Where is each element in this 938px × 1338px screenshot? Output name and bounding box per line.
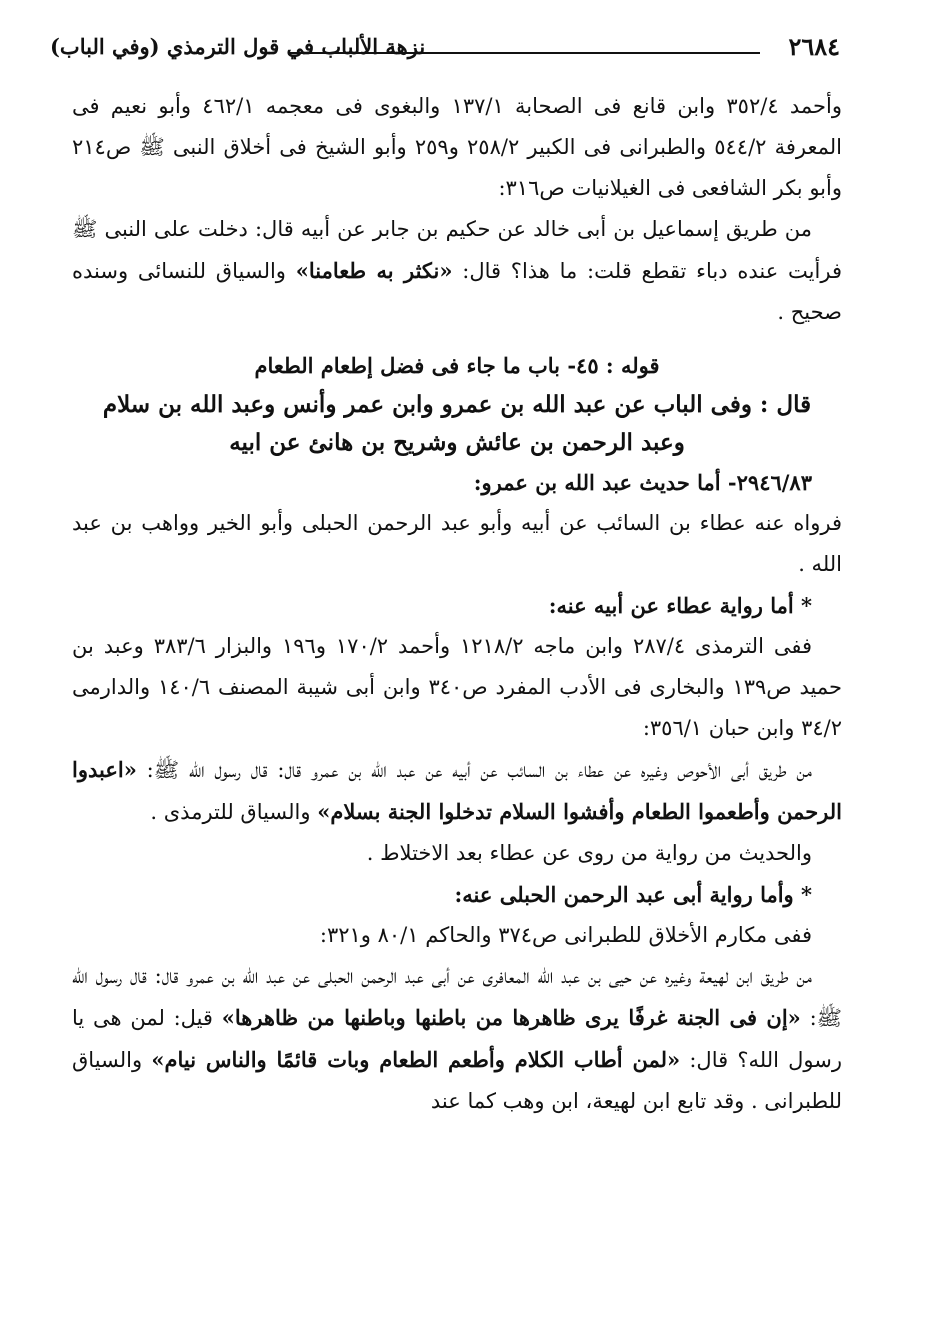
paragraph-sources-3: ففى مكارم الأخلاق للطبرانى ص٣٧٤ والحاكم ٨٠/١ و٣٢١: bbox=[319, 923, 812, 947]
subsection-text: أما رواية عطاء عن أبيه عنه: bbox=[548, 593, 794, 618]
text-segment: والسياق للنسائى وسنده صحيح . bbox=[72, 259, 842, 324]
subsection-heading-ata bbox=[72, 585, 842, 626]
asterisk-marker: * bbox=[793, 882, 812, 907]
paragraph-note: والحديث من رواية من روى عن عطاء بعد الاختلاط . bbox=[366, 841, 812, 865]
section-heading-hadith: ٢٩٤٦/٨٣- أما حديث عبد الله بن عمرو: bbox=[473, 470, 812, 495]
spacer bbox=[72, 333, 842, 345]
text-segment: من طريق ابن لهيعة وغيره عن حيى بن عبد الله المعافرى عن أبى عبد الرحمن الحبلى عن عبد الله بن عمرو قال: قال رسول الله ﷺ: bbox=[72, 964, 843, 1030]
chapter-heading: قوله : ٤٥- باب ما جاء فى فضل إطعام الطعام bbox=[254, 353, 660, 378]
text-segment: والسياق للترمذى . bbox=[150, 800, 318, 824]
asterisk-marker: * bbox=[793, 593, 812, 618]
chapter-subheading-line-1: قال : وفى الباب عن عبد الله بن عمرو وابن عمر وأنس وعبد الله بن سلام bbox=[102, 391, 812, 418]
hadith-quote: «اعبدوا الرحمن وأطعموا الطعام وأفشوا السلام تدخلوا الجنة بسلام» bbox=[72, 757, 842, 824]
subsection-text: وأما رواية أبى عبد الرحمن الحبلى عنه: bbox=[454, 882, 794, 907]
paragraph-hadith-ghuraf bbox=[72, 956, 842, 1122]
page-number: ٢٦٨٤ bbox=[788, 32, 840, 61]
chapter-subheading-line-2: وعبد الرحمن بن عائش وشريح بن هانئ عن ابيه bbox=[229, 429, 685, 456]
page-header bbox=[50, 30, 840, 70]
hadith-quote: «إن فى الجنة غرفًا يرى ظاهرها من باطنها وباطنها من ظاهرها» bbox=[221, 1005, 801, 1030]
paragraph-sources-1: وأحمد ٣٥٢/٤ وابن قانع فى الصحابة ١٣٧/١ والبغوى فى معجمه ٤٦٢/١ وأبو نعيم فى المعرفة ٥٤٤/٢ والطبرانى فى الكبير ٢٥٨/٢ و٢٥٩ وأبو الشيخ فى أخلاق النبى ﷺ ص٢١٤ وأبو بكر الشافعى فى الغيلانيات ص٣١٦: bbox=[72, 94, 842, 200]
hadith-quote: «لمن أطاب الكلام وأطعم الطعام وبات قائمًا والناس نيام» bbox=[151, 1047, 681, 1072]
text-segment: من طريق أبى الأحوص وغيره عن عطاء بن السائب عن أبيه عن عبد الله بن عمرو قال: قال رسول الله ﷺ: bbox=[136, 758, 812, 782]
hadith-quote: «نكثر به طعامنا» bbox=[295, 258, 453, 283]
text-segment: من طريق إسماعيل بن أبى خالد عن حكيم بن جابر عن أبيه قال: دخلت على النبى ﷺ فرأيت عنده دباء تقطع قلت: ما هذا؟ قال: bbox=[72, 217, 842, 283]
paragraph-hadith-salam bbox=[72, 749, 842, 833]
paragraph-hadith-dubba bbox=[72, 209, 842, 333]
paragraph-narrators: فرواه عنه عطاء بن السائب عن أبيه وأبو عبد الرحمن الحبلى وأبو الخير وواهب بن عبد الله . bbox=[72, 511, 842, 576]
subsection-heading-hubuli bbox=[72, 874, 842, 915]
running-title: نزهة الألباب في قول الترمذي (وفي الباب) bbox=[50, 34, 426, 59]
paragraph-sources-2: ففى الترمذى ٢٨٧/٤ وابن ماجه ١٢١٨/٢ وأحمد ١٧٠/٢ و١٩٦ والبزار ٣٨٣/٦ وعبد بن حميد ص١٣٩ والبخارى فى الأدب المفرد ص٣٤٠ وابن أبى شيبة المصنف ١٤٠/٦ والدارمى ٣٤/٢ وابن حبان ٣٥٦/١: bbox=[72, 634, 842, 740]
page-body bbox=[72, 86, 842, 1122]
text-segment: قيل: لمن هى يا رسول الله؟ قال: bbox=[72, 1006, 842, 1072]
text-segment: والسياق للطبرانى . وقد تابع ابن لهيعة، ابن وهب كما عند bbox=[72, 1048, 842, 1113]
